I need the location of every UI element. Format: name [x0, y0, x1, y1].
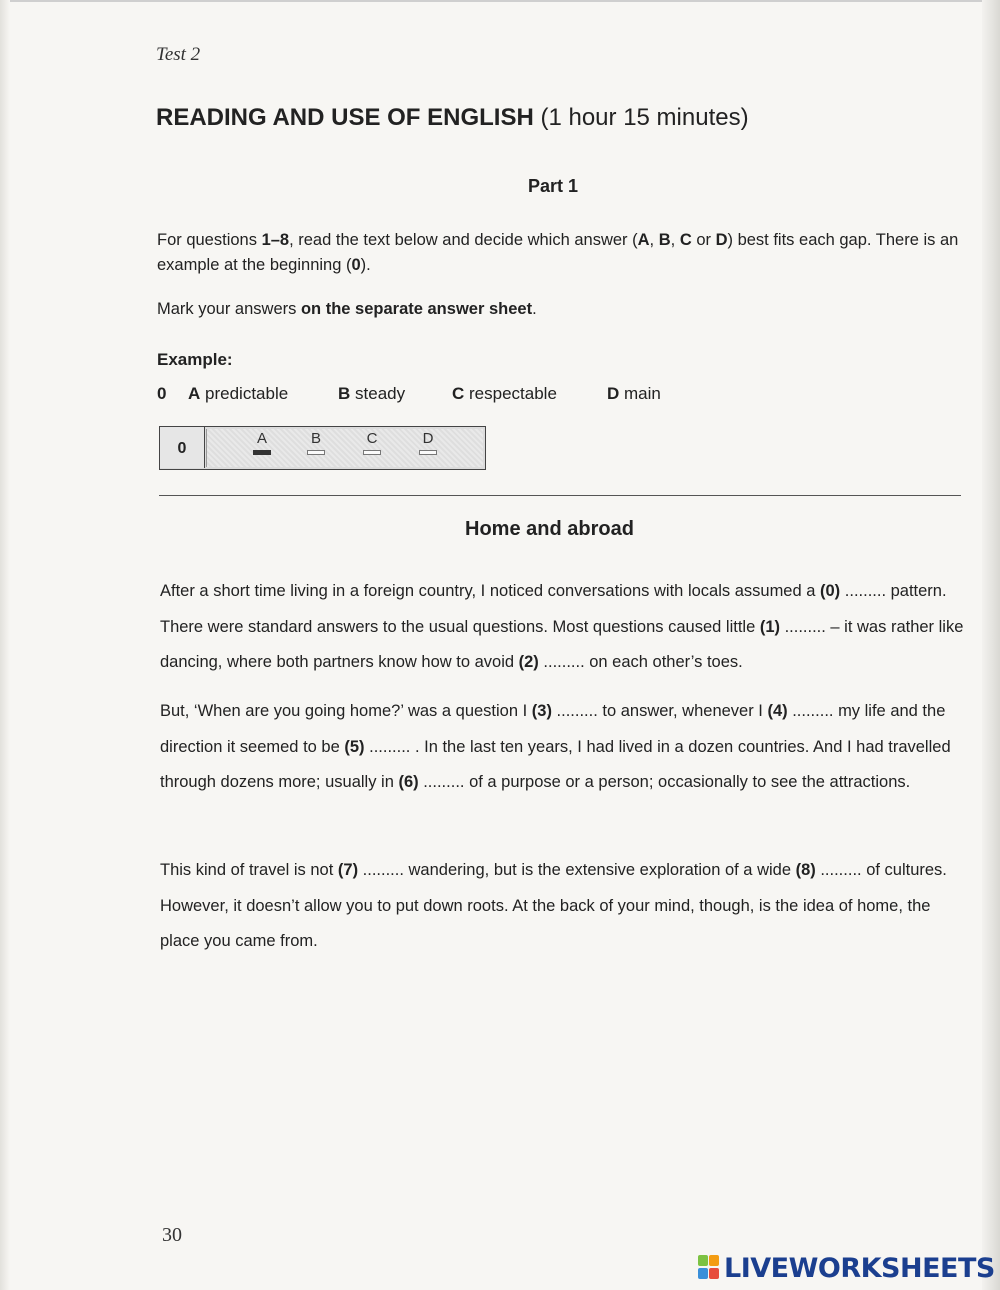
gap-8: (8) [795, 861, 816, 879]
mark-text: . [532, 300, 537, 318]
scan-top-edge [0, 0, 1000, 2]
bubble-d [415, 431, 441, 455]
answer-box-bubbles [206, 429, 483, 467]
option-letter: B [338, 384, 351, 403]
scan-left-edge [0, 0, 10, 1290]
passage-text: This kind of travel is not [160, 861, 338, 879]
instructions [157, 228, 972, 278]
bubble-letter: C [366, 430, 378, 447]
bubble-letter: A [256, 430, 267, 447]
option-text: predictable [205, 384, 289, 403]
gap-6: (6) [398, 773, 419, 791]
page-number: 30 [162, 1224, 182, 1246]
paragraph-3 [160, 853, 970, 960]
gap-2: (2) [518, 653, 539, 671]
scan-right-edge [982, 0, 1000, 1290]
instr-text: or [691, 231, 716, 249]
bubble-b [303, 431, 329, 455]
bubble-letter: D [422, 430, 434, 447]
option-text: respectable [469, 384, 557, 403]
paragraph-1 [160, 574, 970, 681]
gap-3: (3) [531, 702, 552, 720]
passage-text: ......... of a purpose or a person; occasionally to see the attractions. [418, 773, 911, 791]
mark-text: Mark your answers [157, 300, 301, 318]
section-title [156, 104, 749, 132]
running-head: Test 2 [156, 44, 201, 65]
instr-text: ). [360, 256, 371, 274]
passage-text: ......... on each other’s toes. [538, 653, 743, 671]
passage-text: ......... wandering, but is the extensive exploration of a wide [358, 861, 796, 879]
example-options [157, 384, 717, 408]
instr-text: ) best fits each gap. There is an example at the beginning ( [157, 231, 959, 274]
section-divider [159, 495, 961, 496]
mark-answers-instruction [157, 300, 537, 319]
example-option-c [452, 384, 557, 404]
instr-text: , read the text below and decide which answer ( [289, 231, 638, 249]
liveworksheets-logo[interactable] [698, 1248, 998, 1288]
liveworksheets-logo-text: LIVEWORKSHEETS [724, 1252, 995, 1284]
passage-text: ......... . In the last ten years, I had lived in a dozen countries. And I had travelled through dozens more; usually in [160, 737, 951, 791]
example-option-a [188, 384, 288, 404]
passage-text: ......... of cultures. However, it doesn’t allow you to put down roots. At the back of your mind, though, is the idea of home, the place you came from. [160, 861, 947, 950]
bubble-empty-mark [419, 450, 437, 455]
gap-0: (0) [820, 582, 841, 600]
example-answer-box [159, 426, 486, 470]
option-letter: A [188, 384, 201, 403]
example-number: 0 [157, 384, 167, 403]
instr-question-range: 1–8 [261, 231, 290, 249]
bubble-empty-mark [307, 450, 325, 455]
passage-text: After a short time living in a foreign country, I noticed conversations with locals assumed a [160, 582, 821, 600]
instr-text: , [670, 231, 680, 249]
instr-letter: A [637, 231, 650, 249]
option-letter: D [607, 384, 620, 403]
instr-example-number: 0 [351, 256, 361, 274]
example-label: Example: [157, 350, 233, 369]
example-option-b [338, 384, 405, 404]
example-option-d [607, 384, 661, 404]
section-title-duration: (1 hour 15 minutes) [533, 104, 749, 131]
instr-text: For questions [157, 231, 262, 249]
passage-text: But, ‘When are you going home?’ was a question I [160, 702, 532, 720]
liveworksheets-logo-icon [698, 1255, 720, 1281]
gap-7: (7) [337, 861, 359, 879]
passage-text: ......... pattern. There were standard answers to the usual questions. Most questions caused little [160, 582, 947, 636]
gap-4: (4) [767, 702, 788, 720]
gap-5: (5) [344, 737, 365, 756]
part-title: Part 1 [528, 176, 579, 196]
section-title-bold: READING AND USE OF ENGLISH [156, 104, 534, 131]
option-letter: C [452, 384, 465, 403]
passage-text: ......... – it was rather like dancing, where both partners know how to avoid [160, 617, 964, 671]
paragraph-2 [160, 694, 970, 801]
passage-text: ......... to answer, whenever I [551, 702, 768, 720]
answer-box-number: 0 [160, 427, 205, 468]
bubble-empty-mark [363, 450, 381, 455]
bubble-filled-mark [253, 450, 271, 455]
passage-text: ......... my life and the direction it seemed to be [160, 702, 946, 756]
text-title: Home and abroad [465, 518, 634, 540]
instr-text: , [649, 231, 659, 249]
bubble-c [359, 431, 385, 455]
option-text: steady [355, 384, 406, 403]
mark-emphasis: on the separate answer sheet [300, 300, 533, 318]
option-text: main [624, 384, 661, 403]
instr-letter: B [658, 231, 671, 249]
bubble-a [249, 431, 275, 455]
bubble-letter: B [310, 430, 321, 447]
instr-letter: C [679, 231, 692, 249]
instr-letter: D [715, 231, 728, 249]
gap-1: (1) [759, 617, 780, 636]
